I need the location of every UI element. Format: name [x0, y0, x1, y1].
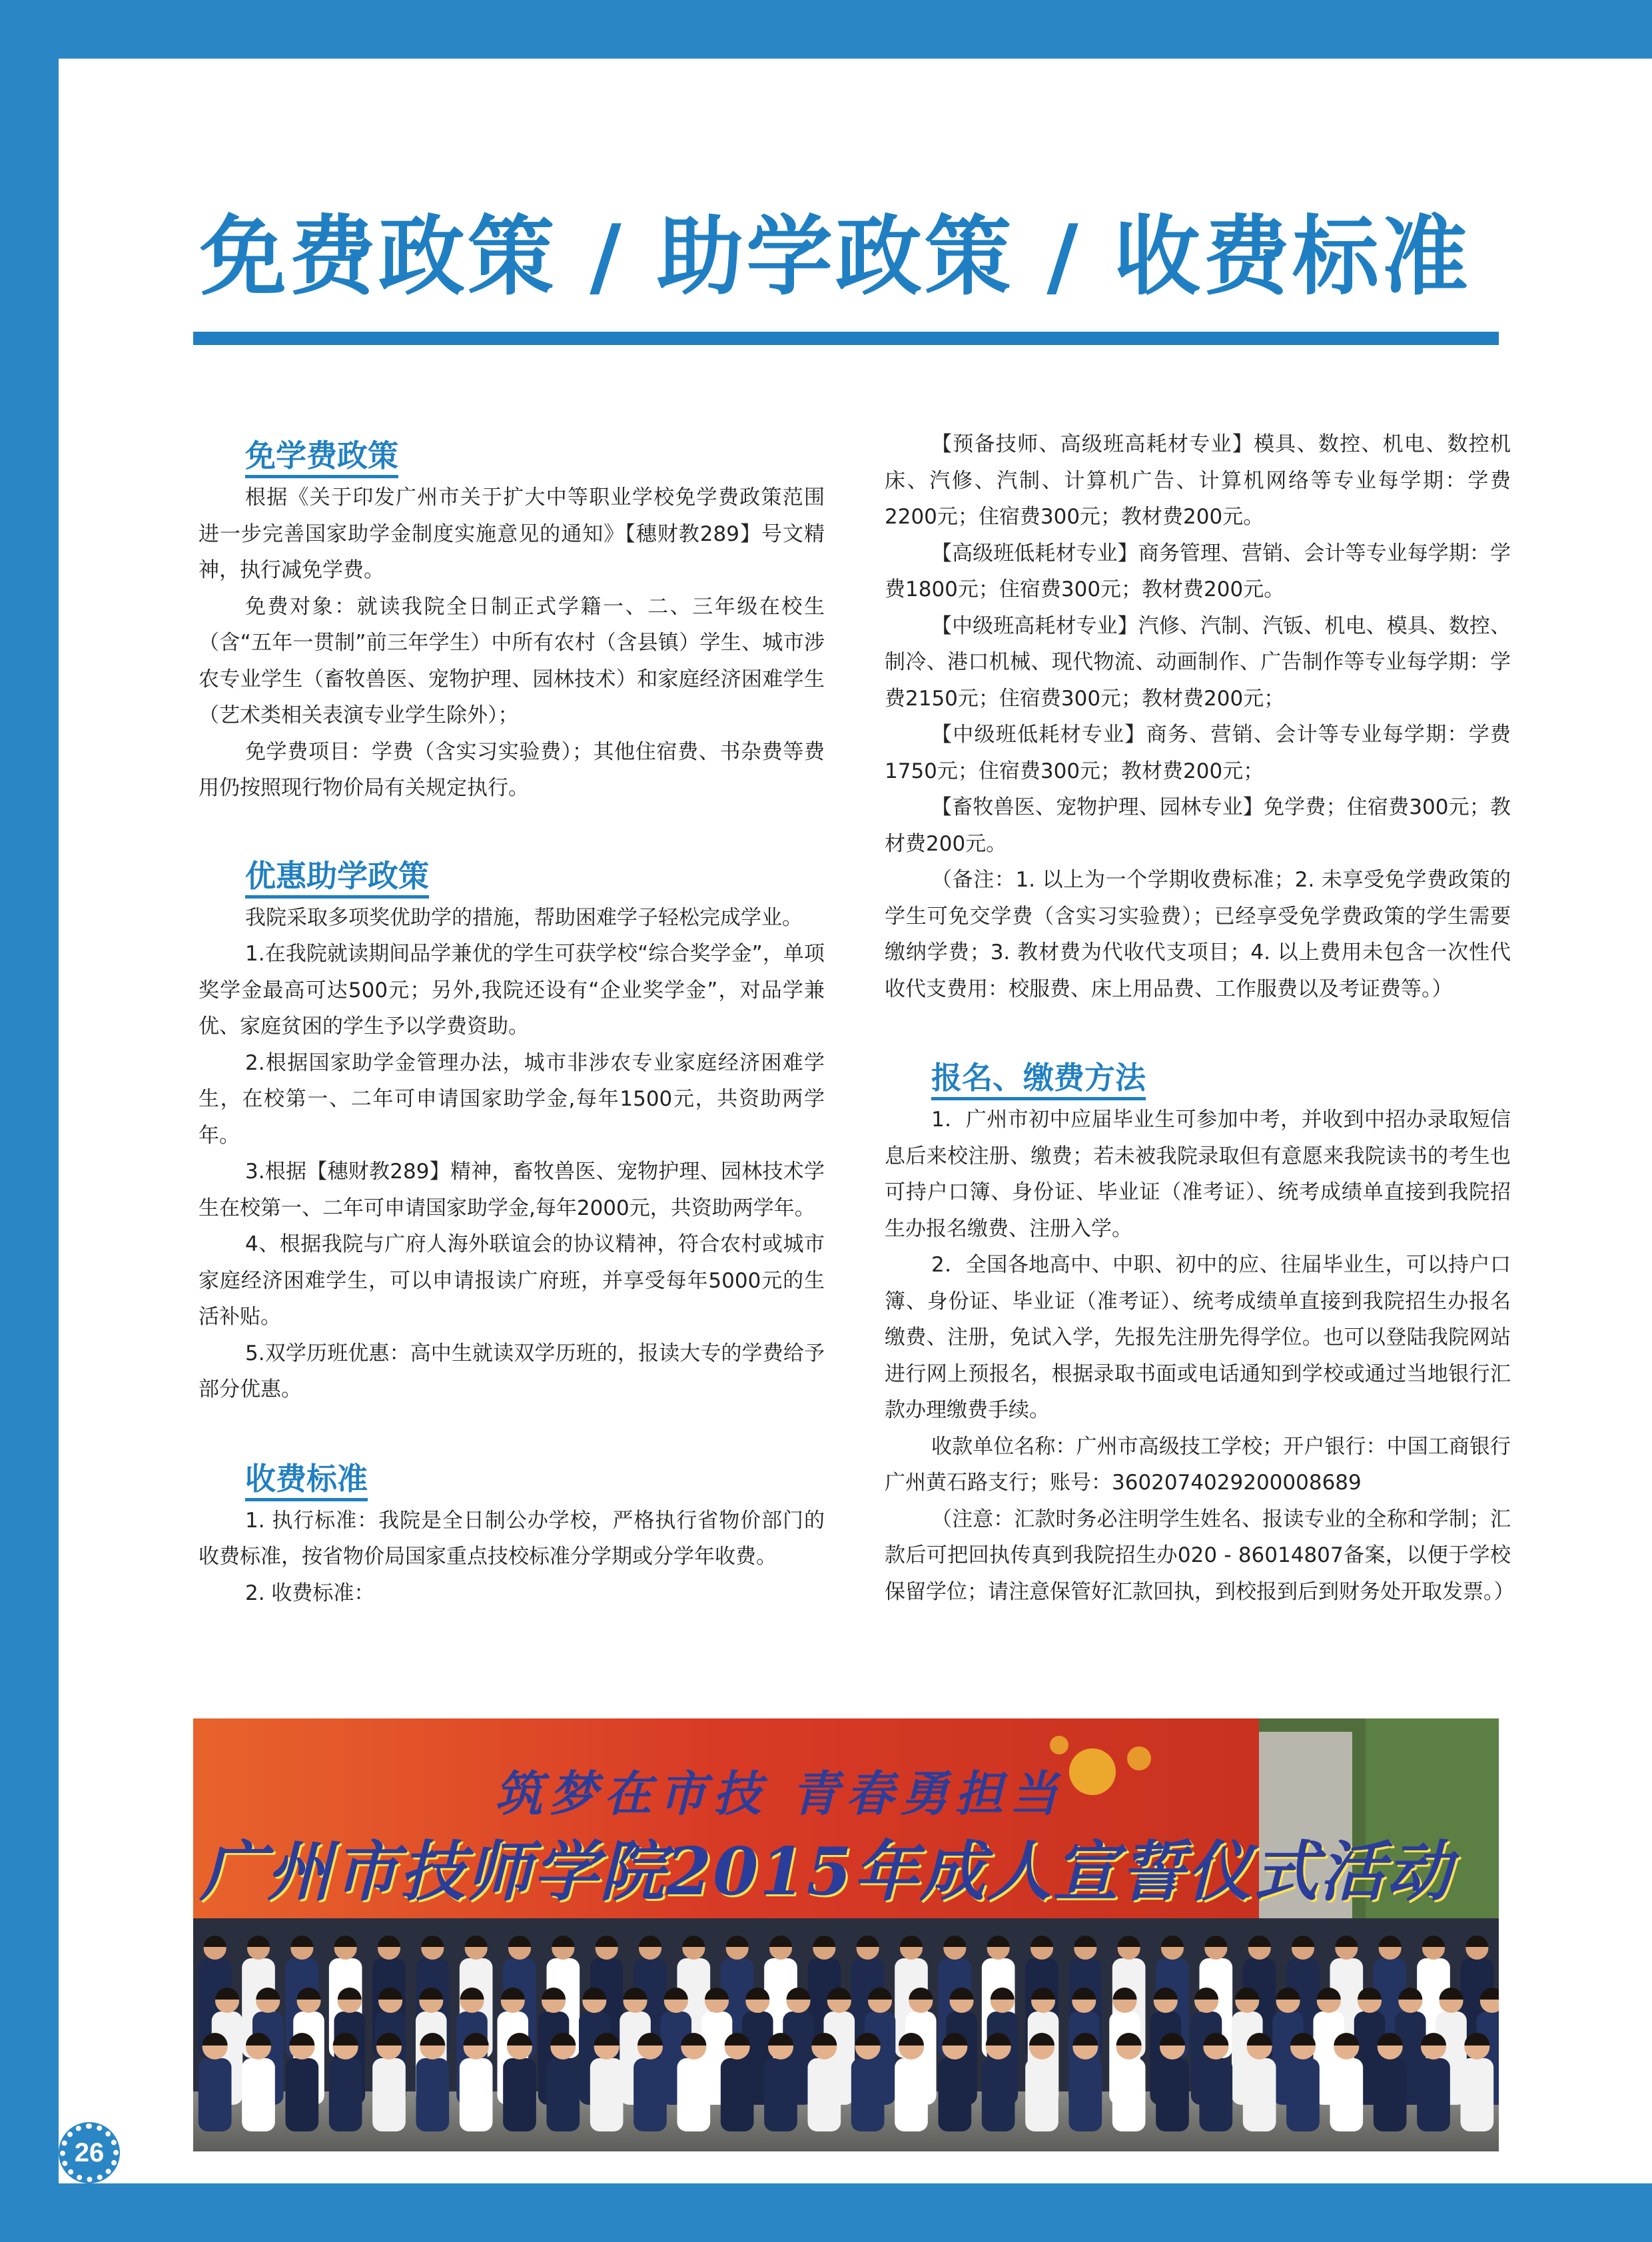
- page-number-badge: [59, 2122, 120, 2183]
- paragraph: 2．全国各地高中、中职、初中的应、往届毕业生，可以持户口簿、身份证、毕业证（准考证）、统考成绩单直接到我院招生办报名缴费、注册，免试入学，先报先注册先得学位。也可以登陆我院网站进行网上预报名，根据录取书面或电话通知到学校或通过当地银行汇款办理缴费手续。: [885, 1253, 1511, 1422]
- person-body: [503, 2058, 536, 2131]
- section-heading-financial-aid: 优惠助学政策: [199, 852, 825, 900]
- person-body: [199, 2058, 232, 2131]
- paragraph: 【预备技师、高级班高耗材专业】模具、数控、机电、数控机床、汽修、汽制、计算机广告、计算机网络等专业每学期：学费2200元；住宿费300元；教材费200元。: [885, 432, 1511, 529]
- section-heading-registration: 报名、缴费方法: [885, 1054, 1511, 1102]
- person-body: [1069, 2058, 1102, 2131]
- paragraph: 4、根据我院与广府人海外联谊会的协议精神，符合农村或城市家庭经济困难学生，可以申请报读广府班，并享受每年5000元的生活补贴。: [199, 1232, 825, 1329]
- paragraph: 根据《关于印发广州市关于扩大中等职业学校免学费政策范围 进一步完善国家助学金制度实施意见的通知》【穗财教289】号文精神，执行减免学费。: [199, 486, 825, 582]
- paragraph: 1．广州市初中应届毕业生可参加中考，并收到中招办录取短信息后来校注册、缴费；若未被我院录取但有意愿来我院读书的考生也可持户口簿、身份证、毕业证（准考证）、统考成绩单直接到我院招生办报名缴费、注册入学。: [885, 1108, 1511, 1241]
- page-number: 26: [74, 2137, 105, 2167]
- person-body: [590, 2058, 623, 2131]
- person-body: [1112, 2058, 1146, 2131]
- person-body: [286, 2058, 319, 2131]
- paragraph: 【中级班高耗材专业】汽修、汽制、汽钣、机电、模具、数控、制冷、港口机械、现代物流、动画制作、广告制作等专业每学期：学费2150元；住宿费300元；教材费200元；: [885, 613, 1511, 711]
- banner-title: 广州市技师学院2015年成人宣誓仪式活动: [200, 1834, 1453, 1910]
- paragraph: 1. 执行标准：我院是全日制公办学校，严格执行省物价部门的收费标准，按省物价局国家重点技校标准分学期或分学年收费。: [199, 1508, 825, 1569]
- person-body: [939, 2058, 972, 2131]
- banner-slogan: 筑梦在市技 青春勇担当: [494, 1765, 1064, 1822]
- paragraph: 3.根据【穗财教289】精神，畜牧兽医、宠物护理、园林技术学生在校第一、二年可申请国家助学金,每年2000元，共资助两学年。: [199, 1160, 825, 1220]
- person-body: [547, 2058, 580, 2131]
- person-body: [460, 2058, 493, 2131]
- paragraph: 收款单位名称：广州市高级技工学校；开户银行：中国工商银行广州黄石路支行；账号：3602074029200008689: [885, 1434, 1511, 1495]
- section-heading-tuition-exemption: 免学费政策: [199, 432, 825, 480]
- paragraph: 2.根据国家助学金管理办法，城市非涉农专业家庭经济困难学生，在校第一、二年可申请国家助学金,每年1500元，共资助两学年。: [199, 1050, 825, 1148]
- person-body: [1286, 2058, 1320, 2131]
- person-body: [242, 2058, 275, 2131]
- left-column: [199, 432, 825, 1611]
- paragraph: 5.双学历班优惠：高中生就读双学历班的，报读大专的学费给予部分优惠。: [199, 1341, 825, 1401]
- paragraph: 我院采取多项奖优助学的措施，帮助困难学子轻松完成学业。: [245, 905, 803, 930]
- person-body: [1025, 2058, 1058, 2131]
- paragraph: 免费对象：就读我院全日制正式学籍一、二、三年级在校生（含“五年一贯制”前三年学生）中所有农村（含县镇）学生、城市涉农专业学生（畜牧兽医、宠物护理、园林技术）和家庭经济困难学生（艺术类相关表演专业学生除外）；: [199, 594, 825, 727]
- paragraph: 免学费项目：学费（含实习实验费）；其他住宿费、书杂费等费用仍按照现行物价局有关规定执行。: [199, 739, 825, 800]
- person-body: [721, 2058, 754, 2131]
- section-heading-fee-standards: 收费标准: [199, 1455, 825, 1503]
- person-body: [1243, 2058, 1276, 2131]
- right-column: [885, 426, 1515, 1610]
- person-body: [416, 2058, 450, 2131]
- person-body: [808, 2058, 841, 2131]
- paragraph: 【高级班低耗材专业】商务管理、营销、会计等专业每学期：学费1800元；住宿费300元；教材费200元。: [885, 541, 1511, 601]
- person-body: [1417, 2058, 1450, 2131]
- person-body: [764, 2058, 797, 2131]
- page-title: 免费政策 / 助学政策 / 收费标准: [200, 206, 1471, 307]
- paragraph: 【中级班低耗材专业】商务、营销、会计等专业每学期：学费1750元；住宿费300元；教材费200元；: [885, 723, 1511, 783]
- person-body: [372, 2058, 406, 2131]
- paragraph: （备注：1. 以上为一个学期收费标准；2. 未享受免学费政策的学生可免交学费（含实习实验费）；已经享受免学费政策的学生需要缴纳学费；3. 教材费为代收代支项目；4. 以上费用未包含一次性代收代支费用：校服费、床上用品费、工作服费以及考证费等。）: [885, 868, 1511, 1001]
- person-body: [982, 2058, 1015, 2131]
- person-body: [1330, 2058, 1364, 2131]
- paragraph: （注意：汇款时务必注明学生姓名、报读专业的全称和学制；汇款后可把回执传真到我院招生办020 - 86014807备案，以便于学校保留学位；请注意保管好汇款回执，到校报到后到财务处开取发票。）: [885, 1507, 1515, 1604]
- person-body: [1156, 2058, 1189, 2131]
- paragraph: 2. 收费标准：: [245, 1581, 375, 1605]
- paragraph: 【畜牧兽医、宠物护理、园林专业】免学费；住宿费300元；教材费200元。: [885, 795, 1511, 856]
- paragraph: 1.在我院就读期间品学兼优的学生可获学校“综合奖学金”，单项奖学金最高可达500元；另外,我院还设有“企业奖学金”，对品学兼优、家庭贫困的学生予以学费资助。: [199, 942, 825, 1038]
- person-body: [329, 2058, 362, 2131]
- group-photo: [193, 1718, 1499, 2151]
- person-body: [1200, 2058, 1233, 2131]
- person-body: [677, 2058, 711, 2131]
- title-divider: [193, 332, 1499, 345]
- person-body: [1461, 2058, 1494, 2131]
- person-body: [851, 2058, 885, 2131]
- person-body: [633, 2058, 667, 2131]
- person-body: [1374, 2058, 1407, 2131]
- person-body: [895, 2058, 928, 2131]
